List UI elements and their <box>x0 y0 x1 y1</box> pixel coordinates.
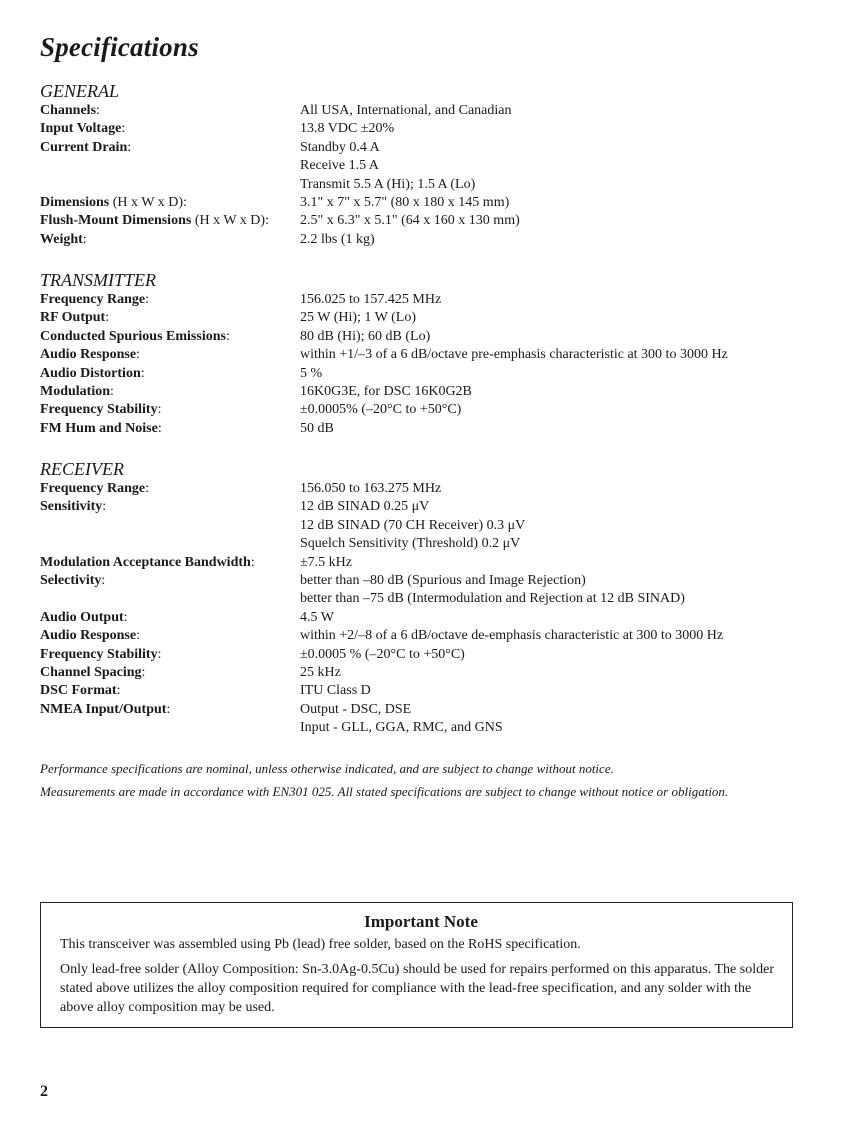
spec-values <box>300 682 840 700</box>
spec-value: 156.025 to 157.425 MHz <box>300 292 442 307</box>
spec-row <box>40 383 840 401</box>
spec-value: 25 kHz <box>300 665 341 681</box>
spec-value: Input - GLL, GGA, RMC, and GNS <box>300 720 503 736</box>
transmitter-rows <box>40 291 840 438</box>
spec-value: 3.1" x 7" x 5.7" (80 x 180 x 145 mm) <box>300 195 510 211</box>
spec-label-suffix: : <box>140 365 145 381</box>
transmitter-section <box>40 269 840 438</box>
spec-value: All USA, International, and Canadian <box>300 103 512 118</box>
transmitter-heading: TRANSMITTER <box>40 270 157 290</box>
spec-label-name: Frequency Range <box>40 481 146 496</box>
spec-label-suffix: : <box>136 347 140 363</box>
spec-label <box>40 480 300 498</box>
spec-row <box>40 646 840 664</box>
spec-values <box>300 102 840 120</box>
spec-row <box>40 212 840 230</box>
spec-value: within +2/–8 of a 6 dB/octave de-emphasis characteristic at 300 to 3000 Hz <box>300 628 724 644</box>
spec-row <box>40 120 840 138</box>
spec-values <box>300 120 840 138</box>
spec-label-suffix: : <box>136 628 140 644</box>
spec-values <box>300 572 840 609</box>
receiver-section <box>40 458 840 738</box>
spec-label-suffix: (H x W x D): <box>191 213 269 229</box>
spec-values <box>300 309 840 327</box>
spec-label <box>40 554 300 572</box>
general-section <box>40 80 840 249</box>
spec-values <box>300 498 840 553</box>
spec-row <box>40 401 840 419</box>
spec-value: within +1/–3 of a 6 dB/octave pre-emphasis characteristic at 300 to 3000 Hz <box>300 347 728 363</box>
spec-label-name: Channels <box>40 103 97 118</box>
spec-row <box>40 664 840 682</box>
spec-row <box>40 309 840 327</box>
spec-label-suffix: : <box>157 402 162 418</box>
spec-value: 2.2 lbs (1 kg) <box>300 231 375 247</box>
spec-label-suffix: : <box>102 499 107 515</box>
spec-label <box>40 627 300 645</box>
spec-row <box>40 627 840 645</box>
spec-label-name: Frequency Stability <box>40 646 158 662</box>
spec-value: 5 % <box>300 365 323 381</box>
spec-label <box>40 401 300 419</box>
spec-values <box>300 139 840 194</box>
spec-values <box>300 646 840 664</box>
spec-label-name: Audio Output <box>40 609 124 625</box>
spec-value: 50 dB <box>300 420 334 436</box>
spec-label <box>40 102 300 120</box>
spec-value: 4.5 W <box>300 609 334 625</box>
spec-label <box>40 139 300 194</box>
spec-label-suffix: : <box>105 310 110 326</box>
spec-row <box>40 609 840 627</box>
spec-values <box>300 212 840 230</box>
important-note-box <box>40 902 793 1028</box>
spec-label-name: Audio Response <box>40 347 137 363</box>
spec-value: better than –75 dB (Intermodulation and Rejection at 12 dB SINAD) <box>300 591 685 607</box>
spec-value: 25 W (Hi); 1 W (Lo) <box>300 310 417 326</box>
spec-label-suffix: : <box>166 701 171 717</box>
spec-label-name: Selectivity <box>40 573 102 589</box>
spec-label <box>40 194 300 212</box>
spec-value: 12 dB SINAD (70 CH Receiver) 0.3 μV <box>300 517 526 533</box>
spec-label-suffix: : <box>123 609 128 625</box>
spec-row <box>40 194 840 212</box>
spec-value: Output - DSC, DSE <box>300 701 412 717</box>
spec-row <box>40 701 840 738</box>
spec-label-name: Modulation Acceptance Bandwidth <box>40 554 251 570</box>
spec-values <box>300 664 840 682</box>
footnote-performance: Performance specifications are nominal, unless otherwise indicated, and are subject to change without notice. <box>40 761 614 776</box>
spec-label <box>40 120 300 138</box>
spec-label-name: Channel Spacing <box>40 665 142 681</box>
spec-label-suffix: : <box>250 554 255 570</box>
spec-row <box>40 554 840 572</box>
page-title: Specifications <box>40 32 199 62</box>
spec-row <box>40 420 840 438</box>
spec-row <box>40 139 840 194</box>
spec-value: ITU Class D <box>300 683 371 699</box>
spec-values <box>300 328 840 346</box>
spec-values <box>300 701 840 738</box>
spec-label <box>40 383 300 401</box>
spec-value: ±0.0005 % (–20°C to +50°C) <box>300 646 465 662</box>
receiver-rows <box>40 480 840 738</box>
footnotes <box>40 760 780 806</box>
spec-label-name: Weight <box>40 231 83 247</box>
spec-row <box>40 682 840 700</box>
spec-value: Receive 1.5 A <box>300 158 379 174</box>
spec-label <box>40 309 300 327</box>
spec-label <box>40 701 300 738</box>
spec-label-suffix: : <box>116 683 121 699</box>
spec-label-suffix: (H x W x D): <box>109 195 187 211</box>
spec-label <box>40 328 300 346</box>
spec-label-suffix: : <box>157 420 162 436</box>
spec-label-name: NMEA Input/Output <box>40 701 167 717</box>
spec-value: 13.8 VDC ±20% <box>300 121 395 137</box>
spec-row <box>40 572 840 609</box>
spec-label <box>40 420 300 438</box>
spec-label-suffix: : <box>121 121 126 137</box>
general-heading: GENERAL <box>40 81 119 101</box>
spec-values <box>300 480 840 498</box>
spec-label <box>40 682 300 700</box>
spec-label-suffix: : <box>145 481 150 496</box>
spec-label-name: Dimensions <box>40 195 110 211</box>
spec-label-name: Flush-Mount Dimensions <box>40 213 192 229</box>
spec-label <box>40 365 300 383</box>
spec-label <box>40 291 300 309</box>
spec-row <box>40 102 840 120</box>
note-paragraph-solder: This transceiver was assembled using Pb (lead) free solder, based on the RoHS specification. <box>60 937 581 952</box>
page-number: 2 <box>40 1083 48 1100</box>
spec-values <box>300 609 840 627</box>
spec-label-name: Frequency Stability <box>40 402 158 418</box>
spec-value: Standby 0.4 A <box>300 139 380 155</box>
spec-row <box>40 291 840 309</box>
spec-label <box>40 346 300 364</box>
spec-row <box>40 231 840 249</box>
spec-label <box>40 231 300 249</box>
spec-values <box>300 383 840 401</box>
spec-label-suffix: : <box>82 231 87 247</box>
spec-values <box>300 420 840 438</box>
spec-label <box>40 498 300 553</box>
spec-label-name: Frequency Range <box>40 292 146 307</box>
spec-label <box>40 572 300 609</box>
spec-row <box>40 498 840 553</box>
spec-label-suffix: : <box>141 665 146 681</box>
spec-label <box>40 609 300 627</box>
spec-label-name: Audio Response <box>40 628 137 644</box>
spec-label-name: Current Drain <box>40 139 128 155</box>
spec-value: ±7.5 kHz <box>300 554 353 570</box>
receiver-heading: RECEIVER <box>40 459 124 479</box>
spec-value: 2.5" x 6.3" x 5.1" (64 x 160 x 130 mm) <box>300 213 520 229</box>
spec-label-suffix: : <box>96 103 100 118</box>
spec-value: Squelch Sensitivity (Threshold) 0.2 μV <box>300 536 521 552</box>
spec-values <box>300 365 840 383</box>
spec-label-suffix: : <box>225 328 230 344</box>
general-rows <box>40 102 840 249</box>
spec-label-suffix: : <box>101 573 106 589</box>
spec-row <box>40 365 840 383</box>
spec-label-name: Input Voltage <box>40 121 122 137</box>
spec-values <box>300 231 840 249</box>
spec-value: ±0.0005% (–20°C to +50°C) <box>300 402 462 418</box>
spec-label-name: Conducted Spurious Emissions <box>40 328 226 344</box>
spec-value: 156.050 to 163.275 MHz <box>300 481 442 496</box>
spec-values <box>300 401 840 419</box>
spec-value: 16K0G3E, for DSC 16K0G2B <box>300 384 472 400</box>
spec-label-name: RF Output <box>40 310 106 326</box>
spec-row <box>40 346 840 364</box>
spec-label-name: Sensitivity <box>40 499 103 515</box>
spec-value: Transmit 5.5 A (Hi); 1.5 A (Lo) <box>300 176 476 192</box>
spec-values <box>300 346 840 364</box>
spec-values <box>300 554 840 572</box>
spec-label <box>40 646 300 664</box>
spec-row <box>40 480 840 498</box>
spec-label-suffix: : <box>145 292 150 307</box>
spec-values <box>300 194 840 212</box>
spec-label-suffix: : <box>127 139 132 155</box>
spec-label-name: Audio Distortion <box>40 365 141 381</box>
spec-value: 12 dB SINAD 0.25 μV <box>300 499 430 515</box>
note-paragraph-repairs: Only lead-free solder (Alloy Composition: Sn-3.0Ag-0.5Cu) should be used for repairs performed on this apparatus. The solder stated above utilizes the alloy composition required for compliance with the lead-free specification, and any solder with the above alloy composition may be used. <box>60 962 774 1015</box>
spec-label <box>40 664 300 682</box>
spec-label-name: Modulation <box>40 384 111 400</box>
spec-row <box>40 328 840 346</box>
spec-label-suffix: : <box>157 646 162 662</box>
spec-label-name: DSC Format <box>40 683 117 699</box>
spec-label-suffix: : <box>110 384 114 400</box>
footnote-measurements: Measurements are made in accordance with EN301 025. All stated specifications are subject to change without notice or obligation. <box>40 784 729 799</box>
important-note-title: Important Note <box>364 912 478 931</box>
spec-values <box>300 627 840 645</box>
spec-value: better than –80 dB (Spurious and Image Rejection) <box>300 573 586 589</box>
spec-label-name: FM Hum and Noise <box>40 420 158 436</box>
spec-value: 80 dB (Hi); 60 dB (Lo) <box>300 328 431 344</box>
spec-label <box>40 212 300 230</box>
spec-values <box>300 291 840 309</box>
